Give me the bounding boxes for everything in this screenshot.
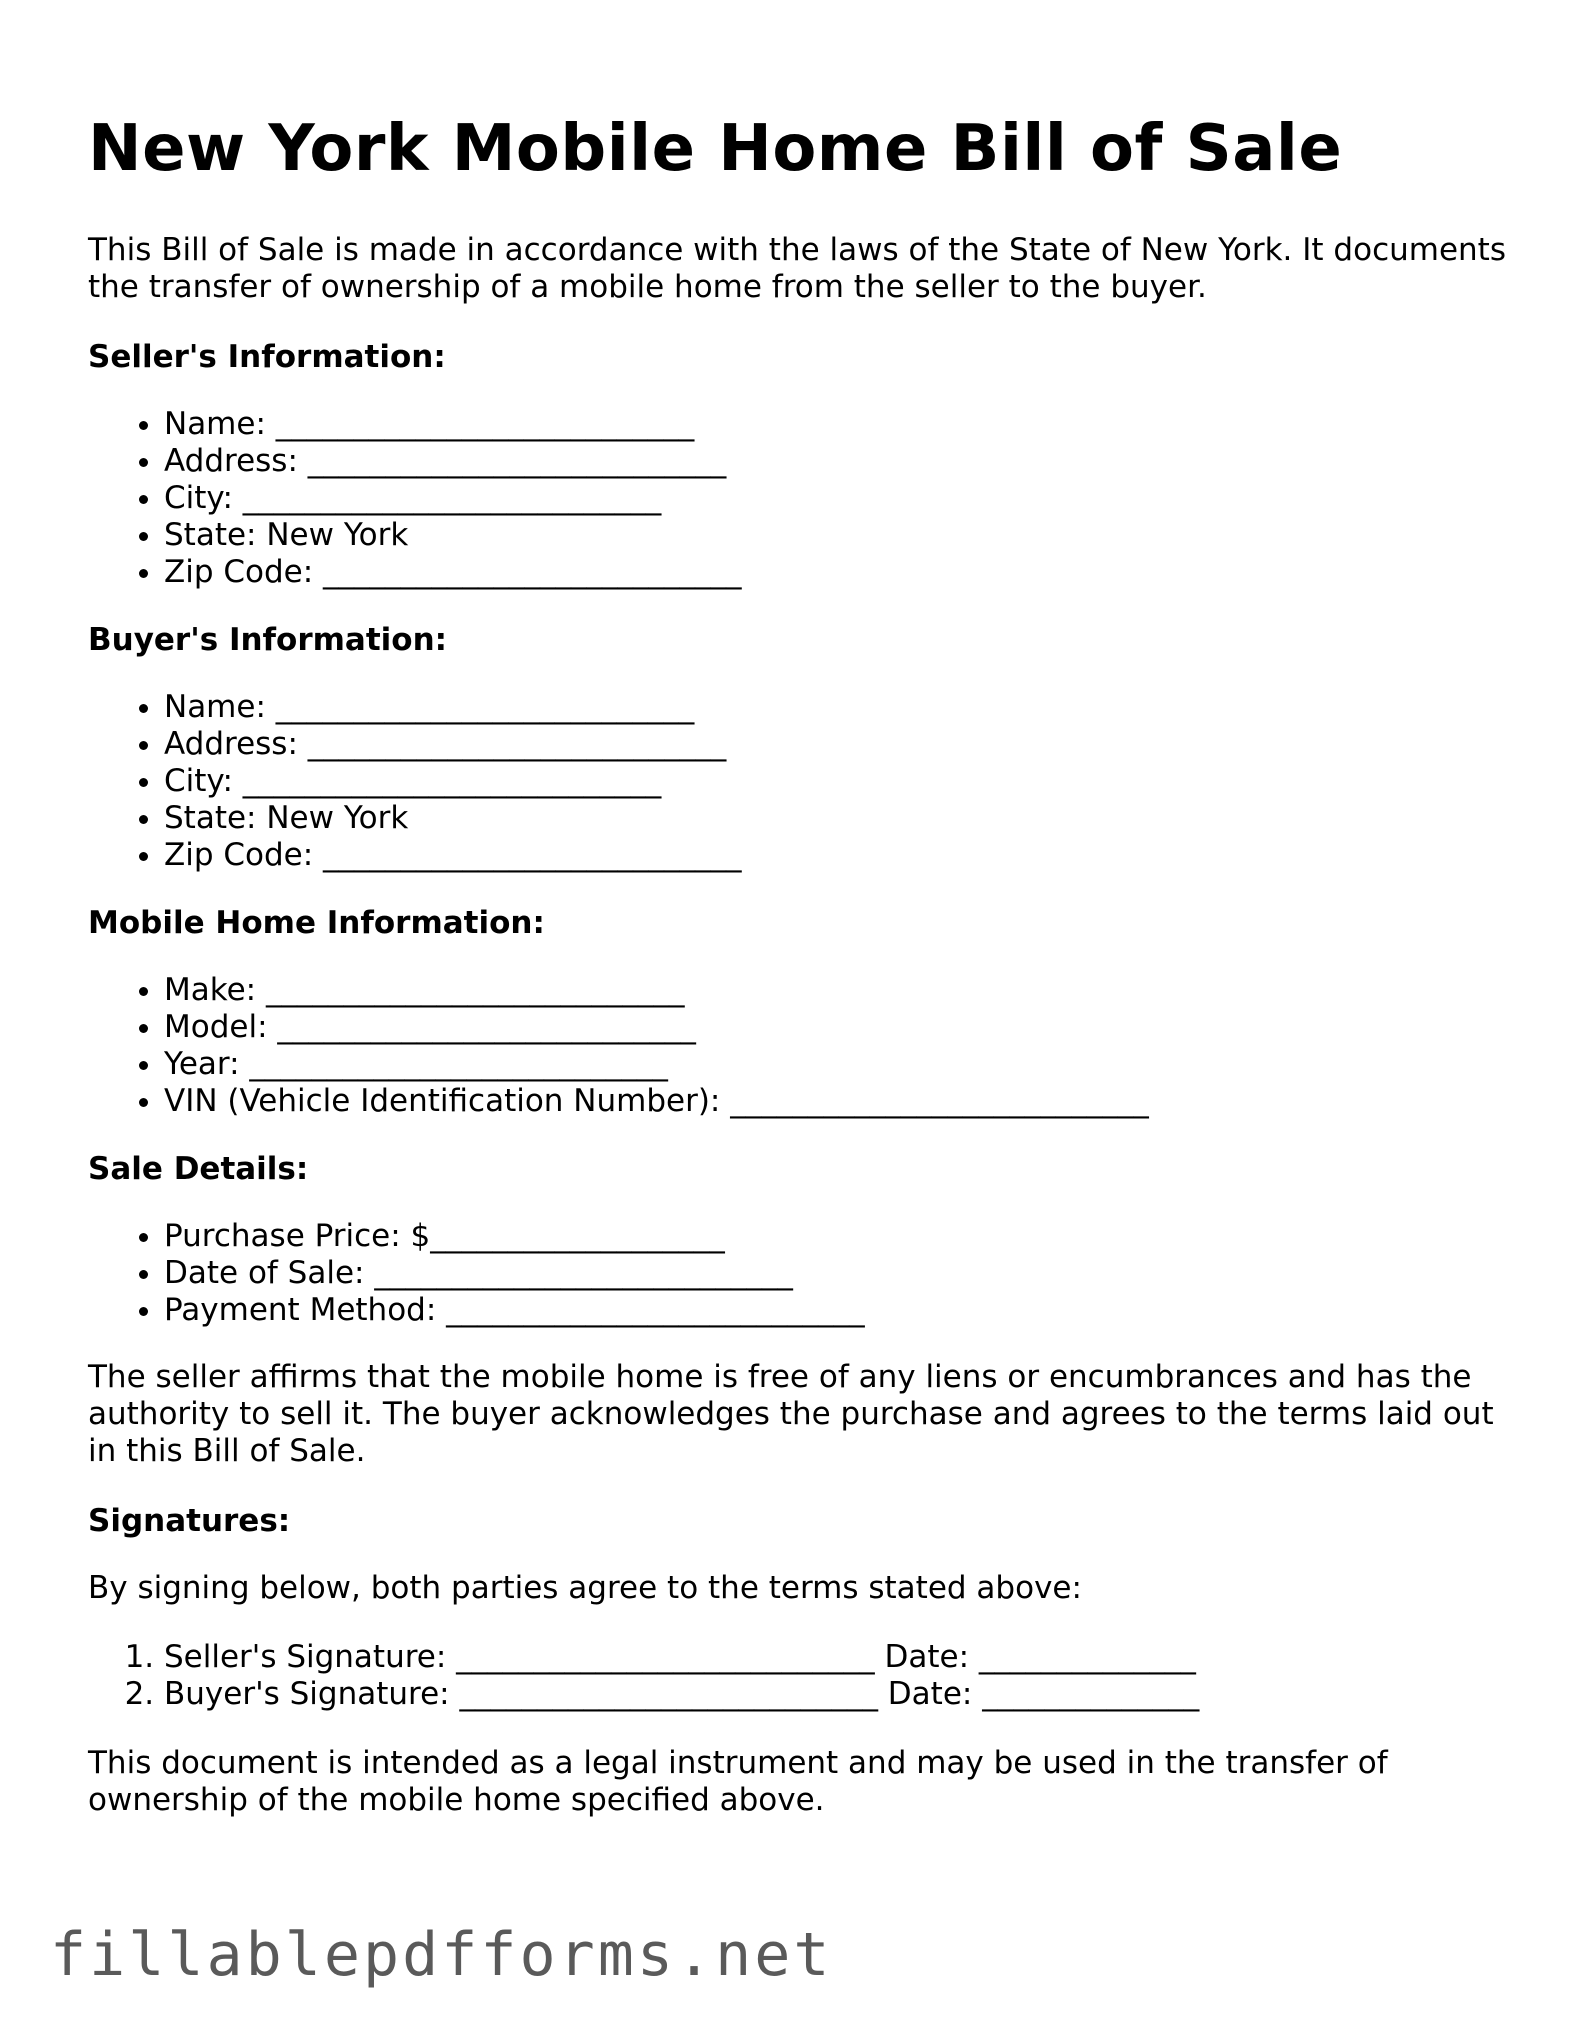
intro-paragraph: This Bill of Sale is made in accordance with the laws of the State of New York. It documents the transfer of ownership of a mobile home from the seller to the buyer.	[88, 232, 1506, 305]
buyer-name-field[interactable]: • Name: ___________________________	[164, 689, 1508, 726]
seller-field-list	[88, 406, 1508, 591]
buyer-section	[88, 621, 1508, 874]
vin-field[interactable]: • VIN (Vehicle Identification Number): ___________________________	[164, 1083, 1508, 1120]
purchase-price-field[interactable]: • Purchase Price: $___________________	[164, 1218, 1508, 1255]
payment-method-field[interactable]: • Payment Method: ___________________________	[164, 1292, 1508, 1329]
signature-list	[88, 1639, 1508, 1713]
seller-heading: Seller's Information:	[88, 339, 446, 375]
affirmation-paragraph: The seller affirms that the mobile home is free of any liens or encumbrances and has the authority to sell it. The buyer acknowledges the purchase and agrees to the terms laid out in this Bill of Sale.	[88, 1359, 1494, 1469]
mobile-home-section	[88, 904, 1508, 1120]
watermark-logo: fillablepdfforms.net	[50, 1920, 833, 1990]
mobile-home-field-list	[88, 972, 1508, 1120]
date-of-sale-field[interactable]: • Date of Sale: ___________________________	[164, 1255, 1508, 1292]
sale-details-field-list	[88, 1218, 1508, 1329]
closing-paragraph: This document is intended as a legal instrument and may be used in the transfer of ownership of the mobile home specified above.	[88, 1745, 1388, 1818]
seller-city-field[interactable]: • City: ___________________________	[164, 480, 1508, 517]
seller-address-field[interactable]: • Address: ___________________________	[164, 443, 1508, 480]
year-field[interactable]: • Year: ___________________________	[164, 1046, 1508, 1083]
seller-name-field[interactable]: • Name: ___________________________	[164, 406, 1508, 443]
document-page	[88, 108, 1508, 1819]
buyer-state-field: • State: New York	[164, 800, 1508, 837]
signatures-section	[88, 1502, 1508, 1713]
seller-signature-line[interactable]: 1. Seller's Signature: ___________________________ Date: ______________	[164, 1639, 1508, 1676]
page-title: New York Mobile Home Bill of Sale	[88, 112, 1343, 186]
buyer-field-list	[88, 689, 1508, 874]
signatures-intro: By signing below, both parties agree to the terms stated above:	[88, 1570, 1082, 1606]
buyer-zip-field[interactable]: • Zip Code: ___________________________	[164, 837, 1508, 874]
make-field[interactable]: • Make: ___________________________	[164, 972, 1508, 1009]
buyer-heading: Buyer's Information:	[88, 622, 448, 658]
signatures-heading: Signatures:	[88, 1503, 291, 1539]
buyer-signature-line[interactable]: 2. Buyer's Signature: ___________________________ Date: ______________	[164, 1676, 1508, 1713]
sale-details-section	[88, 1150, 1508, 1329]
buyer-address-field[interactable]: • Address: ___________________________	[164, 726, 1508, 763]
model-field[interactable]: • Model: ___________________________	[164, 1009, 1508, 1046]
seller-state-field: • State: New York	[164, 517, 1508, 554]
mobile-home-heading: Mobile Home Information:	[88, 905, 545, 941]
seller-zip-field[interactable]: • Zip Code: ___________________________	[164, 554, 1508, 591]
buyer-city-field[interactable]: • City: ___________________________	[164, 763, 1508, 800]
seller-section	[88, 338, 1508, 591]
sale-details-heading: Sale Details:	[88, 1151, 309, 1187]
